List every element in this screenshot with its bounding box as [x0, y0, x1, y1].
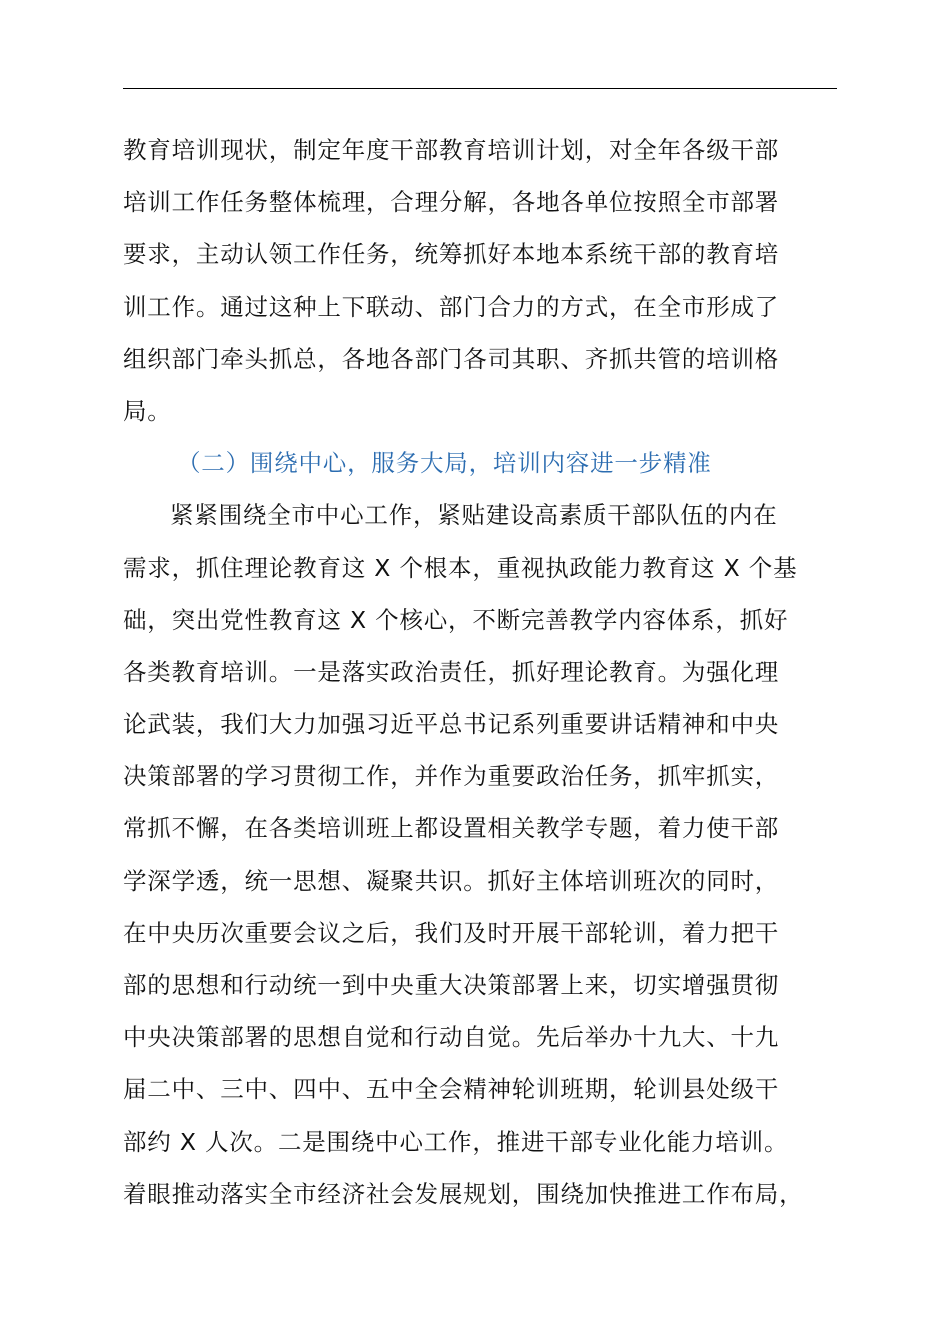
- paragraph-line: 训工作。通过这种上下联动、部门合力的方式，在全市形成了: [123, 292, 780, 321]
- paragraph-line: 部约 X 人次。二是围绕中心工作，推进干部专业化能力培训。: [123, 1127, 789, 1156]
- paragraph-line: 学深学透，统一思想、凝聚共识。抓好主体培训班次的同时，: [123, 866, 780, 895]
- paragraph-line: 础，突出党性教育这 X 个核心，不断完善教学内容体系，抓好: [123, 605, 789, 634]
- paragraph-line: 需求，抓住理论教育这 X 个根本，重视执政能力教育这 X 个基: [123, 553, 798, 582]
- header-rule: [123, 88, 837, 89]
- paragraph-line: 要求，主动认领工作任务，统筹抓好本地本系统干部的教育培: [123, 240, 780, 269]
- paragraph-line: 培训工作任务整体梳理，合理分解，各地各单位按照全市部署: [123, 188, 780, 217]
- paragraph-line: 在中央历次重要会议之后，我们及时开展干部轮训，着力把干: [123, 918, 780, 947]
- paragraph-line: 常抓不懈，在各类培训班上都设置相关教学专题，着力使干部: [123, 814, 780, 843]
- paragraph-line: 决策部署的学习贯彻工作，并作为重要政治任务，抓牢抓实，: [123, 762, 780, 791]
- paragraph-line: 着眼推动落实全市经济社会发展规划，围绕加快推进工作布局，: [123, 1179, 804, 1208]
- paragraph-line: 部的思想和行动统一到中央重大决策部署上来，切实增强贯彻: [123, 971, 780, 999]
- paragraph-line: 各类教育培训。一是落实政治责任，抓好理论教育。为强化理: [123, 657, 780, 686]
- paragraph-line: 紧紧围绕全市中心工作，紧贴建设高素质干部队伍的内在: [170, 501, 778, 530]
- body-text: [123, 124, 837, 1220]
- paragraph-line: 论武装，我们大力加强习近平总书记系列重要讲话精神和中央: [123, 710, 780, 739]
- paragraph-line: 中央决策部署的思想自觉和行动自觉。先后举办十九大、十九: [123, 1023, 780, 1052]
- paragraph-line: 组织部门牵头抓总，各地各部门各司其职、齐抓共管的培训格: [123, 344, 780, 373]
- section-heading: （二）围绕中心，服务大局，培训内容进一步精准: [177, 449, 712, 478]
- paragraph-line: 局。: [123, 396, 172, 425]
- paragraph-line: 届二中、三中、四中、五中全会精神轮训班期，轮训县处级干: [123, 1075, 780, 1104]
- paragraph-line: 教育培训现状，制定年度干部教育培训计划，对全年各级干部: [123, 136, 780, 164]
